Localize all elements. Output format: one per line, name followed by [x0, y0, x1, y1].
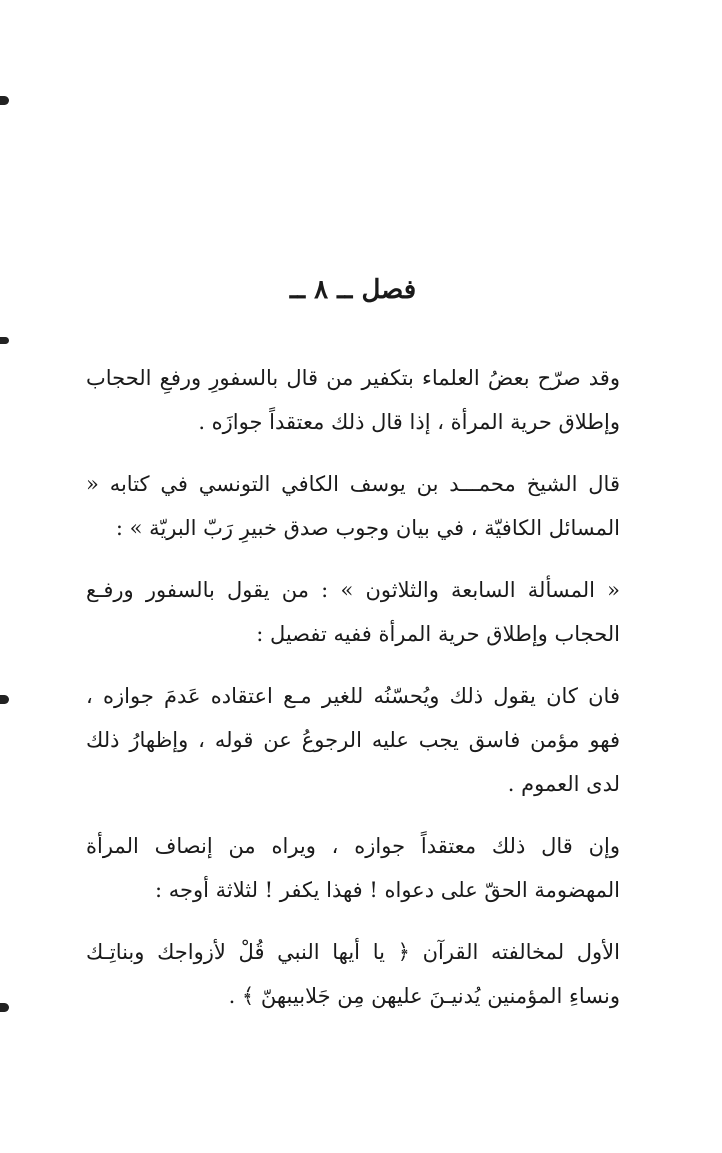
margin-mark [0, 96, 9, 105]
paragraph-2: قال الشيخ محمـــد بن يوسف الكافي التونسي في كتابه « المسائل الكافيّة ، في بيان وجوب صدق خبيرِ رَبّ البريّة » : [86, 472, 620, 540]
margin-mark [0, 695, 9, 704]
chapter-heading: فصل ــ ٨ ــ [289, 275, 417, 305]
paragraph-4: فان كان يقول ذلك ويُحسّنُه للغير مـع اعتقاده عَدمَ جوازه ، فهو مؤمن فاسق يجب عليه الرجوعُ عن قوله ، وإظهارُ ذلك لدى العموم . [86, 684, 620, 796]
paragraph-5: وإن قال ذلك معتقداً جوازه ، ويراه من إنصاف المرأة المهضومة الحقّ على دعواه ! فهذا يكفر ! لثلاثة أوجه : [86, 834, 620, 902]
margin-mark [0, 337, 9, 344]
margin-mark [0, 1003, 9, 1012]
paragraph-6: الأول لمخالفته القرآن ﴿ يا أيها النبي قُلْ لأزواجك وبناتِـك ونساءِ المؤمنين يُدنيـنَ عليهن مِن جَلابيبهنّ ﴾ . [86, 940, 620, 1008]
paragraph-1: وقد صرّح بعضُ العلماء بتكفير من قال بالسفورِ ورفعِ الحجاب وإطلاق حرية المرأة ، إذا قال ذلك معتقداً جوازَه . [86, 366, 620, 434]
paragraph-3: « المسألة السابعة والثلاثون » : من يقول بالسفور ورفـع الحجاب وإطلاق حرية المرأة ففيه تفصيل : [86, 578, 620, 646]
page-body [86, 270, 620, 1036]
